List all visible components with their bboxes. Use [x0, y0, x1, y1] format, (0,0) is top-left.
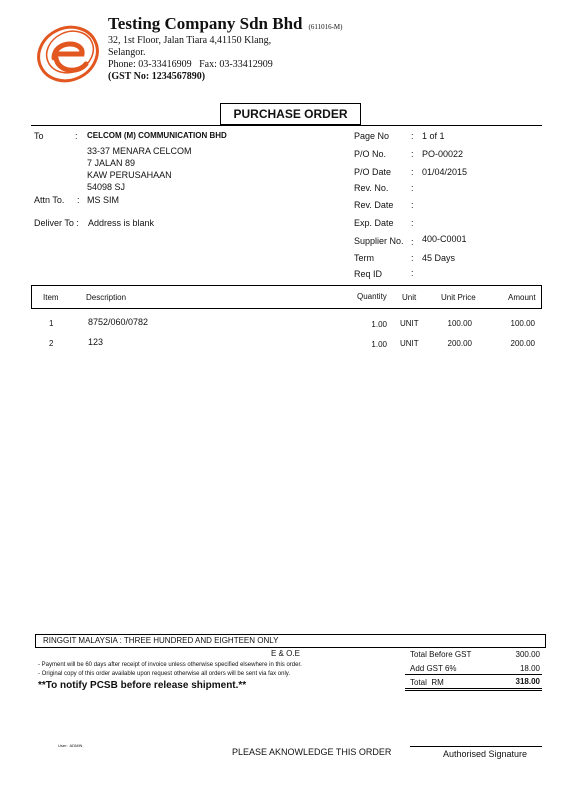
meta-colon: : [411, 167, 414, 177]
row-item: 1 [49, 319, 54, 328]
attn-colon: : [77, 195, 80, 205]
meta-colon: : [411, 131, 414, 141]
meta-value-supplier-no: 400-C0001 [422, 234, 467, 244]
to-label: To [34, 131, 44, 141]
meta-value-po-date: 01/04/2015 [422, 167, 468, 177]
meta-colon: : [411, 253, 414, 263]
company-reg-no: (611016-M) [308, 23, 343, 31]
amount-in-words: RINGGIT MALAYSIA : THREE HUNDRED AND EIGHTEEN ONLY [43, 636, 279, 645]
meta-label-term: Term [354, 253, 374, 263]
meta-label-exp-date: Exp. Date [354, 218, 394, 228]
footer-right-border [545, 634, 546, 648]
total-before-gst-value: 300.00 [515, 650, 540, 659]
meta-colon: : [411, 218, 414, 228]
total-separator-line [405, 674, 542, 675]
authorised-signature-label: Authorised Signature [443, 749, 528, 759]
meta-colon: : [411, 183, 414, 193]
table-header-amount: Amount [508, 293, 536, 302]
supplier-address-3: KAW PERUSAHAAN [87, 170, 172, 180]
meta-label-supplier-no: Supplier No. [354, 236, 404, 246]
meta-value-page-no: 1 of 1 [422, 131, 445, 141]
company-address-line2: Selangor. [108, 47, 146, 58]
meta-label-req-id: Req ID [354, 269, 383, 279]
acknowledge-text: PLEASE AKNOWLEDGE THIS ORDER [232, 747, 392, 757]
row-unit: UNIT [400, 339, 419, 348]
supplier-address-4: 54098 SJ [87, 182, 126, 192]
meta-colon: : [411, 268, 414, 278]
footer-top-line [35, 634, 546, 635]
notify-note: **To notify PCSB before release shipment.** [38, 680, 247, 691]
total-rm-value: 318.00 [515, 677, 540, 686]
row-unit-price: 200.00 [447, 339, 472, 348]
meta-colon: : [411, 200, 414, 210]
meta-label-rev-date: Rev. Date [354, 200, 394, 210]
meta-label-page-no: Page No [354, 131, 390, 141]
document-title: PURCHASE ORDER [233, 107, 348, 121]
company-logo [34, 18, 104, 88]
header-divider [31, 125, 542, 126]
table-header-item: Item [43, 293, 59, 302]
payment-note: - Payment will be 60 days after receipt of invoice unless otherwise specified elsewhere in this order. [38, 662, 302, 668]
meta-label-po-date: P/O Date [354, 167, 392, 177]
table-header-description: Description [86, 293, 127, 302]
row-unit-price: 100.00 [447, 319, 472, 328]
attn-value: MS SIM [87, 195, 120, 205]
table-header-bottom-line [31, 308, 542, 309]
row-unit: UNIT [400, 319, 419, 328]
meta-value-po-no: PO-00022 [422, 149, 464, 159]
meta-value-term: 45 Days [422, 253, 456, 263]
row-amount: 100.00 [510, 319, 535, 328]
company-gst-no: (GST No: 1234567890) [108, 71, 206, 82]
meta-colon: : [411, 237, 414, 247]
table-right-border [541, 285, 542, 309]
table-left-border [31, 285, 32, 309]
total-before-gst-label: Total Before GST [410, 650, 472, 659]
add-gst-value: 18.00 [519, 664, 540, 673]
row-amount: 200.00 [510, 339, 535, 348]
deliver-to-label: Deliver To : [34, 218, 79, 228]
to-colon: : [75, 131, 78, 141]
row-description: 123 [88, 337, 104, 347]
footer-left-border [35, 634, 36, 648]
supplier-address-1: 33-37 MENARA CELCOM [87, 146, 192, 156]
total-double-line-1 [405, 688, 542, 689]
footer-words-bottom-line [35, 647, 546, 648]
table-header-unit-price: Unit Price [441, 293, 476, 302]
row-description: 8752/060/0782 [88, 317, 149, 327]
company-phone-fax: Phone: 03-33416909 Fax: 03-33412909 [108, 59, 273, 70]
meta-colon: : [411, 149, 414, 159]
signature-line [410, 746, 542, 747]
table-header-quantity: Quantity [357, 292, 387, 301]
table-header-unit: Unit [402, 293, 417, 302]
table-header-top-line [31, 285, 542, 286]
total-double-line-2 [405, 690, 542, 691]
document-title-box [220, 103, 361, 125]
row-item: 2 [49, 339, 54, 348]
row-quantity: 1.00 [371, 340, 387, 349]
meta-label-rev-no: Rev. No. [354, 183, 389, 193]
deliver-to-value: Address is blank [88, 218, 155, 228]
original-copy-note: - Original copy of this order available upon request otherwise all orders will be sent via fax only. [38, 671, 291, 677]
company-address-line1: 32, 1st Floor, Jalan Tiara 4,41150 Klang, [108, 35, 272, 46]
attn-label: Attn To. [34, 195, 65, 205]
eoe-text: E & O.E [271, 649, 300, 658]
add-gst-label: Add GST 6% [410, 664, 457, 673]
supplier-company-name: CELCOM (M) COMMUNICATION BHD [87, 131, 227, 140]
meta-label-po-no: P/O No. [354, 149, 387, 159]
company-name: Testing Company Sdn Bhd [108, 14, 303, 33]
printed-by-user: User: ADMIN [58, 743, 83, 748]
row-quantity: 1.00 [371, 320, 387, 329]
supplier-address-2: 7 JALAN 89 [87, 158, 136, 168]
total-rm-label: Total RM [410, 678, 444, 687]
